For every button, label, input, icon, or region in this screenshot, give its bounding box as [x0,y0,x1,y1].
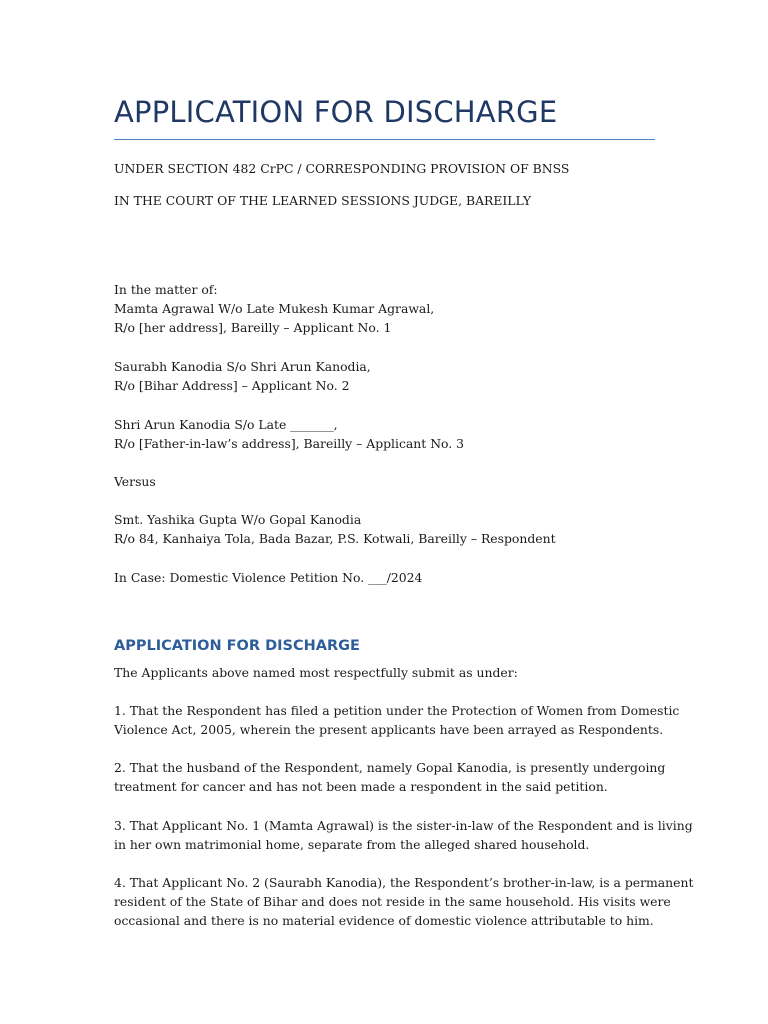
case-number: In Case: Domestic Violence Petition No. ___/2024 [114,570,423,585]
section-heading: APPLICATION FOR DISCHARGE [114,638,360,654]
respondent-address: R/o 84, Kanhaiya Tola, Bada Bazar, P.S. Kotwali, Bareilly – Respondent [114,531,556,546]
paragraph-4-line-2: resident of the State of Bihar and does not reside in the same household. His visits were [114,894,671,909]
body-intro: The Applicants above named most respectfully submit as under: [114,665,518,680]
respondent-name: Smt. Yashika Gupta W/o Gopal Kanodia [114,512,362,527]
paragraph-1-line-1: 1. That the Respondent has filed a petition under the Protection of Women from Domestic [114,703,680,718]
subtitle-court: IN THE COURT OF THE LEARNED SESSIONS JUDGE, BAREILLY [114,193,532,208]
paragraph-2-line-2: treatment for cancer and has not been made a respondent in the said petition. [114,779,608,794]
applicant3-address: R/o [Father-in-law’s address], Bareilly – Applicant No. 3 [114,436,465,451]
document-title: APPLICATION FOR DISCHARGE [114,95,558,129]
paragraph-4-line-3: occasional and there is no material evidence of domestic violence attributable to him. [114,913,654,928]
paragraph-2-line-1: 2. That the husband of the Respondent, namely Gopal Kanodia, is presently undergoing [114,760,666,775]
paragraph-3-line-2: in her own matrimonial home, separate from the alleged shared household. [114,837,590,852]
subtitle-section: UNDER SECTION 482 CrPC / CORRESPONDING PROVISION OF BNSS [114,161,570,176]
applicant2-name: Saurabh Kanodia S/o Shri Arun Kanodia, [114,359,371,374]
paragraph-1-line-2: Violence Act, 2005, wherein the present applicants have been arrayed as Respondents. [114,722,664,737]
applicant1-name: Mamta Agrawal W/o Late Mukesh Kumar Agrawal, [114,301,435,316]
versus-label: Versus [114,474,156,489]
matter-intro: In the matter of: [114,282,218,297]
applicant1-address: R/o [her address], Bareilly – Applicant No. 1 [114,320,392,335]
applicant3-name: Shri Arun Kanodia S/o Late _______, [114,417,338,432]
paragraph-3-line-1: 3. That Applicant No. 1 (Mamta Agrawal) is the sister-in-law of the Respondent and is living [114,818,693,833]
paragraph-4-line-1: 4. That Applicant No. 2 (Saurabh Kanodia), the Respondent’s brother-in-law, is a permanent [114,875,694,890]
applicant2-address: R/o [Bihar Address] – Applicant No. 2 [114,378,350,393]
title-underline [114,139,655,140]
